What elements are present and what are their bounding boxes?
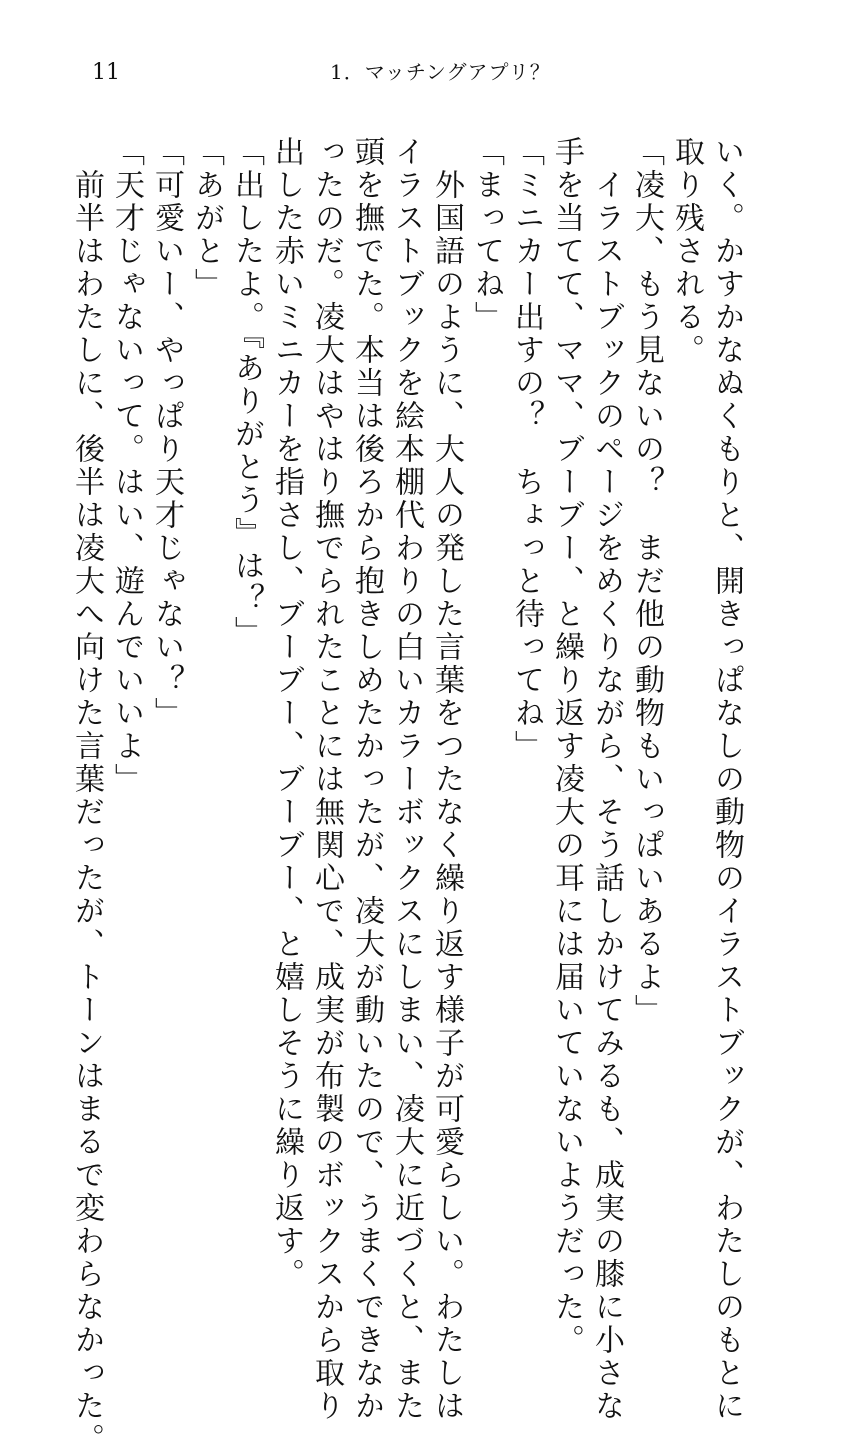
text-line: 手を当てて、ママ、ブーブー、と繰り返す凌大の耳には届いていないようだった。 [549,136,584,1357]
text-line: 前半はわたしに、後半は凌大へ向けた言葉だったが、トーンはまるで変わらなかった。 [69,136,104,1456]
text-line: 取り残される。 [669,136,704,367]
text-line: 「天才じゃないって。はい、遊んでいいよ」 [109,136,144,796]
text-line: 出した赤いミニカーを指さし、ブーブー、ブーブー、と嬉しそうに繰り返す。 [269,136,304,1291]
chapter-title: 1．マッチングアプリ？ [330,60,551,84]
text-line: 外国語のように、大人の発した言葉をつたなく繰り返す様子が可愛らしい。わたしは [429,136,464,1423]
text-line: 「あがと」 [189,136,224,301]
text-line: 頭を撫でた。本当は後ろから抱きしめたかったが、凌大が動いたので、うまくできなか [349,136,384,1423]
text-line: 「ミニカー出すの？ ちょっと待ってね」 [509,136,544,763]
text-line: 「可愛いー、やっぱり天才じゃない？」 [149,136,184,730]
text-line: イラストブックのページをめくりながら、そう話しかけてみるも、成実の膝に小さな [589,136,624,1423]
text-line: いく。かすかなぬくもりと、開きっぱなしの動物のイラストブックが、わたしのもとに [709,136,744,1423]
text-line: 「まってね」 [469,136,504,334]
body-text [69,136,746,1456]
text-line: 「出したよ。『ありがとう』は？」 [229,136,264,649]
page-number: 11 [92,60,120,85]
text-line: ったのだ。凌大はやはり撫でられたことには無関心で、成実が布製のボックスから取り [309,136,344,1423]
text-line: 「凌大、もう見ないの？ まだ他の動物もいっぱいあるよ」 [629,136,664,1027]
text-line: イラストブックを絵本棚代わりの白いカラーボックスにしまい、凌大に近づくと、また [389,136,424,1423]
